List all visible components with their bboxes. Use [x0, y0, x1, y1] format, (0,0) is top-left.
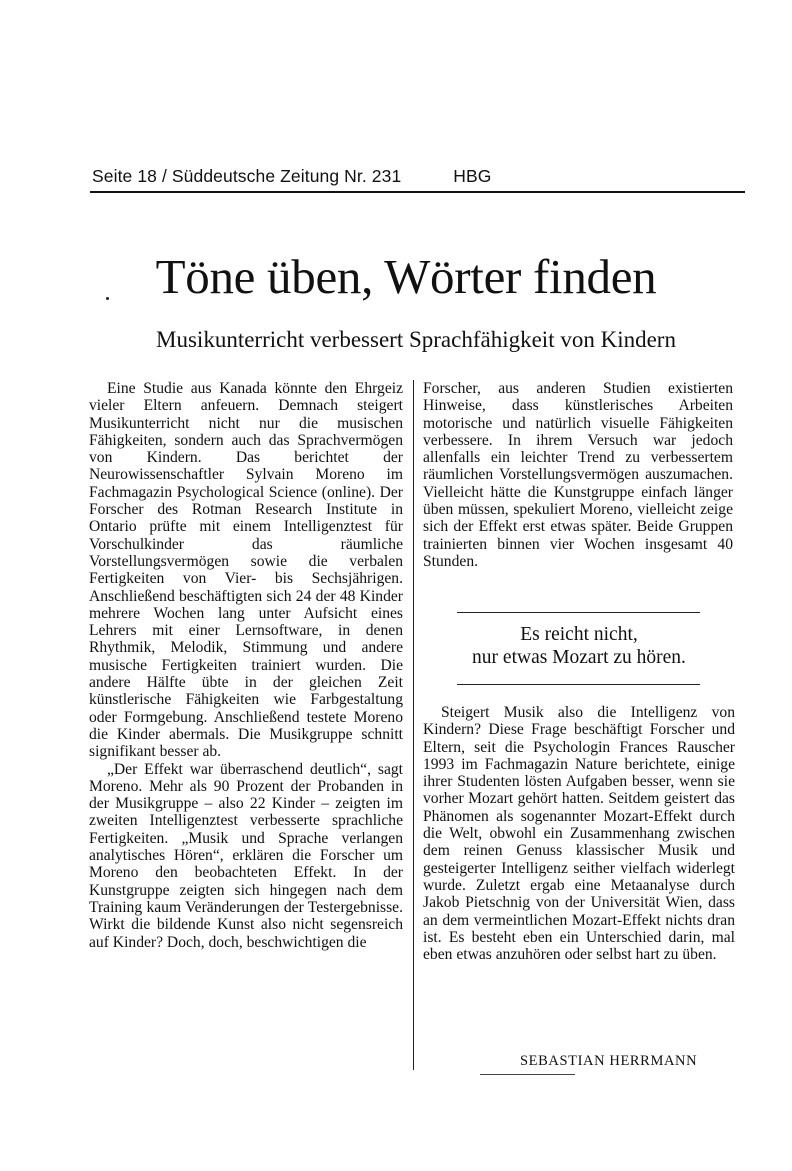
article-column-right-bottom — [423, 704, 735, 963]
pullquote — [423, 623, 735, 669]
page-info: Seite 18 / Süddeutsche Zeitung Nr. 231 — [92, 166, 402, 186]
paragraph-2: „Der Effekt war überraschend deutlich“, sagt Moreno. Mehr als 90 Prozent der Probanden in der Musikgruppe – also 22 Kinder – zeigten im zweiten Intelligenztest verbesserte sprachliche Fertigkeiten. „Musik und Sprache verlangen analytisches Hören“, erklären die Forscher um Moreno den beobachteten Effekt. In der Kunstgruppe zeigten sich hingegen nach dem Training kaum Veränderungen der Testergebnisse. Wirkt die bildende Kunst also nicht segensreich auf Kinder? Doch, doch, beschwichtigen die — [89, 760, 403, 951]
paragraph-1: Eine Studie aus Kanada könnte den Ehrgeiz vieler Eltern anfeuern. Demnach steigert Musikunterricht nicht nur die musischen Fähigkeiten, sondern auch das Sprachvermögen von Kindern. Das berichtet der Neurowissenschaftler Sylvain Moreno im Fachmagazin Psychological Science (online). Der Forscher des Rotman Research Institute in Ontario prüfte mit einem Intelligenztest für Vorschulkinder das räumliche Vorstellungsvermögen sowie die verbalen Fertigkeiten von Vier- bis Sechsjährigen. Anschließend beschäftigten sich 24 der 48 Kinder mehrere Wochen lang unter Aufsicht eines Lehrers mit einer Lernsoftware, in denen Rhythmik, Melodik, Stimmung und andere musische Fertigkeiten trainiert wurden. Die andere Hälfte übte in der gleichen Zeit künstlerische Fähigkeiten wie Farbgestaltung oder Formgebung. Anschließend testete Moreno die Kinder abermals. Die Musikgruppe schnitt signifikant besser ab. — [89, 380, 403, 761]
column-divider — [413, 380, 414, 1070]
header-rule — [90, 191, 745, 193]
pullquote-line-1: Es reicht nicht, — [520, 624, 638, 645]
article-column-right-top — [423, 380, 733, 570]
byline-rule — [480, 1074, 575, 1075]
section-tag: HBG — [453, 166, 492, 186]
article-subtitle: Musikunterricht verbessert Sprachfähigkeit von Kindern — [156, 327, 676, 352]
pullquote-rule-top — [457, 612, 700, 613]
paragraph-4: Steigert Musik also die Intelligenz von Kindern? Diese Frage beschäftigt Forscher und Eltern, seit die Psychologin Frances Rauscher 1993 im Fachmagazin Nature berichtete, einige ihrer Studenten lösten Aufgaben besser, wenn sie vorher Mozart gehört hatten. Seitdem geistert das Phänomen als sogenannter Mozart-Effekt durch die Welt, obwohl ein Zusammenhang zwischen dem reinen Genuss klassischer Musik und gesteigerter Intelligenz seither vielfach widerlegt wurde. Zuletzt ergab eine Metaanalyse durch Jakob Pietschnig von der Universität Wien, dass an dem vermeintlichen Mozart-Effekt nichts dran ist. Es besteht eben ein Unterschied darin, mal eben etwas anzuhören oder selbst hart zu üben. — [423, 704, 735, 964]
pullquote-rule-bottom — [457, 684, 700, 685]
article-column-left — [89, 380, 403, 951]
author-byline: SEBASTIAN HERRMANN — [520, 1053, 698, 1069]
pullquote-line-2: nur etwas Mozart zu hören. — [472, 647, 686, 668]
page-header — [92, 166, 492, 187]
paragraph-3: Forscher, aus anderen Studien existierten Hinweise, dass künstlerisches Arbeiten motorische und natürlich visuelle Fähigkeiten verbessere. In ihrem Versuch war jedoch allenfalls ein leichter Trend zu verbessertem räumlichen Vorstellungsvermögen auszumachen. Vielleicht hätte die Kunstgruppe einfach länger üben müssen, spekuliert Moreno, vielleicht zeige sich der Effekt erst etwas später. Beide Gruppen trainierten binnen vier Wochen insgesamt 40 Stunden. — [423, 380, 733, 570]
article-headline: Töne üben, Wörter finden — [155, 249, 657, 304]
